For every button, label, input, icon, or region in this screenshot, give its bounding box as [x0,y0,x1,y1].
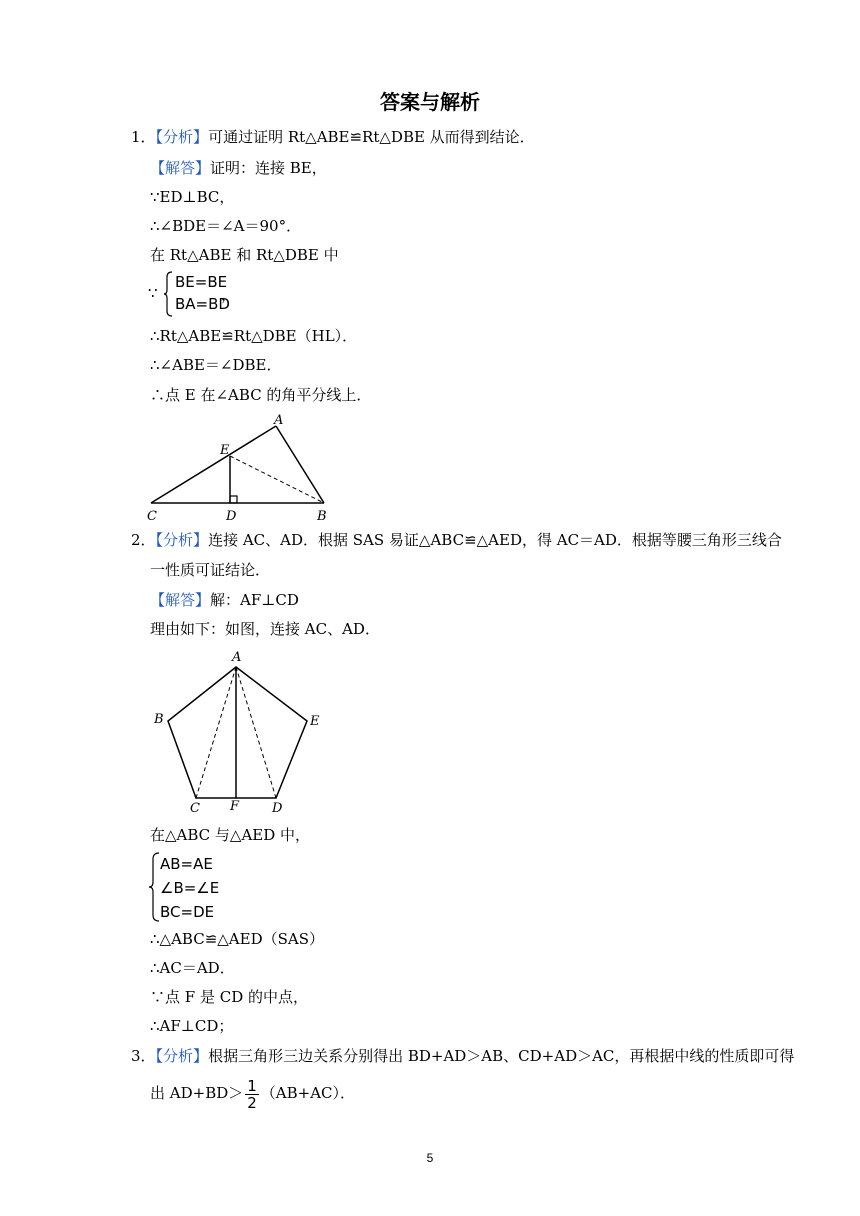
q1-analysis-line [131,127,535,147]
q2-analysis-line-1 [131,530,782,550]
q1-number: 1． [131,128,156,146]
q1-line-5: ∴Rt△ABE≌Rt△DBE（HL）． [150,327,358,345]
page-number: 5 [426,1151,434,1165]
q1-analysis-text: 可通过证明 Rt△ABE≌Rt△DBE 从而得到结论． [208,128,535,146]
q2-pentagon-outline [168,667,307,798]
q3-analysis-line-1 [131,1046,794,1066]
page-title: 答案与解析 [380,90,480,114]
q1-line-4: 在 Rt△ABE 和 Rt△DBE 中 [150,246,339,264]
q1-label-d: D [226,509,237,524]
q3-analysis-line-2 [150,1076,355,1111]
q1-left-brace [163,271,173,317]
q1-answer-tag: 【解答】 [150,159,211,177]
q1-line-3: ∴∠BDE＝∠A＝90°． [150,217,302,235]
q2-analysis-text-1: 连接 AC、AD．根据 SAS 易证△ABC≌△AED，得 AC＝AD．根据等腰三角形三线合 [208,531,782,549]
q2-brace-row-2: ∠B=∠E [160,879,220,897]
q1-answer-line [150,158,327,178]
q1-line-7: ∴点 E 在∠ABC 的角平分线上． [150,386,372,404]
q1-line-1: 证明：连接 BE， [210,159,327,177]
q2-line-6: ∵点 F 是 CD 的中点， [150,988,308,1006]
q2-line-7: ∴AF⊥CD； [150,1017,234,1035]
q1-brace-prefix: ∵ [148,284,158,302]
q2-brace-row-1: AB=AE [160,855,213,873]
q2-label-b: B [154,712,164,727]
q3-fraction-numerator: 1 [247,1076,257,1095]
q3-analysis-tag: 【分析】 [155,1047,209,1065]
q2-label-a: A [232,650,242,665]
q2-line-3: 在△ABC 与△AED 中， [150,826,311,844]
q2-number: 2． [131,531,156,549]
q2-left-brace [148,852,160,922]
q3-analysis-text-2a: 出 AD+BD＞ [150,1084,244,1102]
q1-analysis-tag: 【分析】 [155,128,209,146]
q1-label-c: C [147,509,157,524]
q3-analysis-text-2b: （AB+AC）． [260,1084,356,1102]
q2-label-d: D [272,801,283,815]
q2-label-c: C [190,801,200,815]
q1-side-ca [151,426,276,503]
q2-analysis-line-2: 一性质可证结论． [150,561,271,579]
q2-line-4: ∴△ABC≌△AED（SAS） [150,930,324,948]
q1-brace-row-1: BE=BE [175,273,228,291]
q3-analysis-text-1: 根据三角形三边关系分别得出 BD+AD＞AB、CD+AD＞AC，再根据中线的性质即可得 [208,1047,795,1065]
q1-label-e: E [220,443,230,458]
q2-line-5: ∴AC＝AD． [150,959,235,977]
q1-line-2: ∵ED⊥BC， [150,188,235,206]
q3-number: 3． [131,1047,156,1065]
q2-line-2: 理由如下：如图，连接 AC、AD． [150,620,380,638]
q1-triangle-figure [140,410,340,525]
q1-label-b: B [317,509,327,524]
q3-fraction-denominator: 2 [247,1093,257,1112]
q2-segment-ad [236,667,276,798]
q3-fraction [245,1078,259,1111]
q1-line-6: ∴∠ABE＝∠DBE． [150,356,282,374]
q1-label-a: A [274,413,284,428]
q2-label-f: F [230,799,240,814]
q2-pentagon-figure [145,645,335,815]
q1-right-angle-mark [230,496,237,503]
q2-answer-line [150,590,299,610]
q2-label-e: E [310,714,320,729]
q1-brace-row-2: BA=BD [175,295,230,313]
q1-brace-suffix: ， [221,286,237,304]
q2-analysis-tag: 【分析】 [155,531,209,549]
q2-brace-row-3: BC=DE [160,903,215,921]
q2-line-1: 解：AF⊥CD [210,591,299,609]
q2-segment-ac [196,667,236,798]
q2-answer-tag: 【解答】 [150,591,211,609]
